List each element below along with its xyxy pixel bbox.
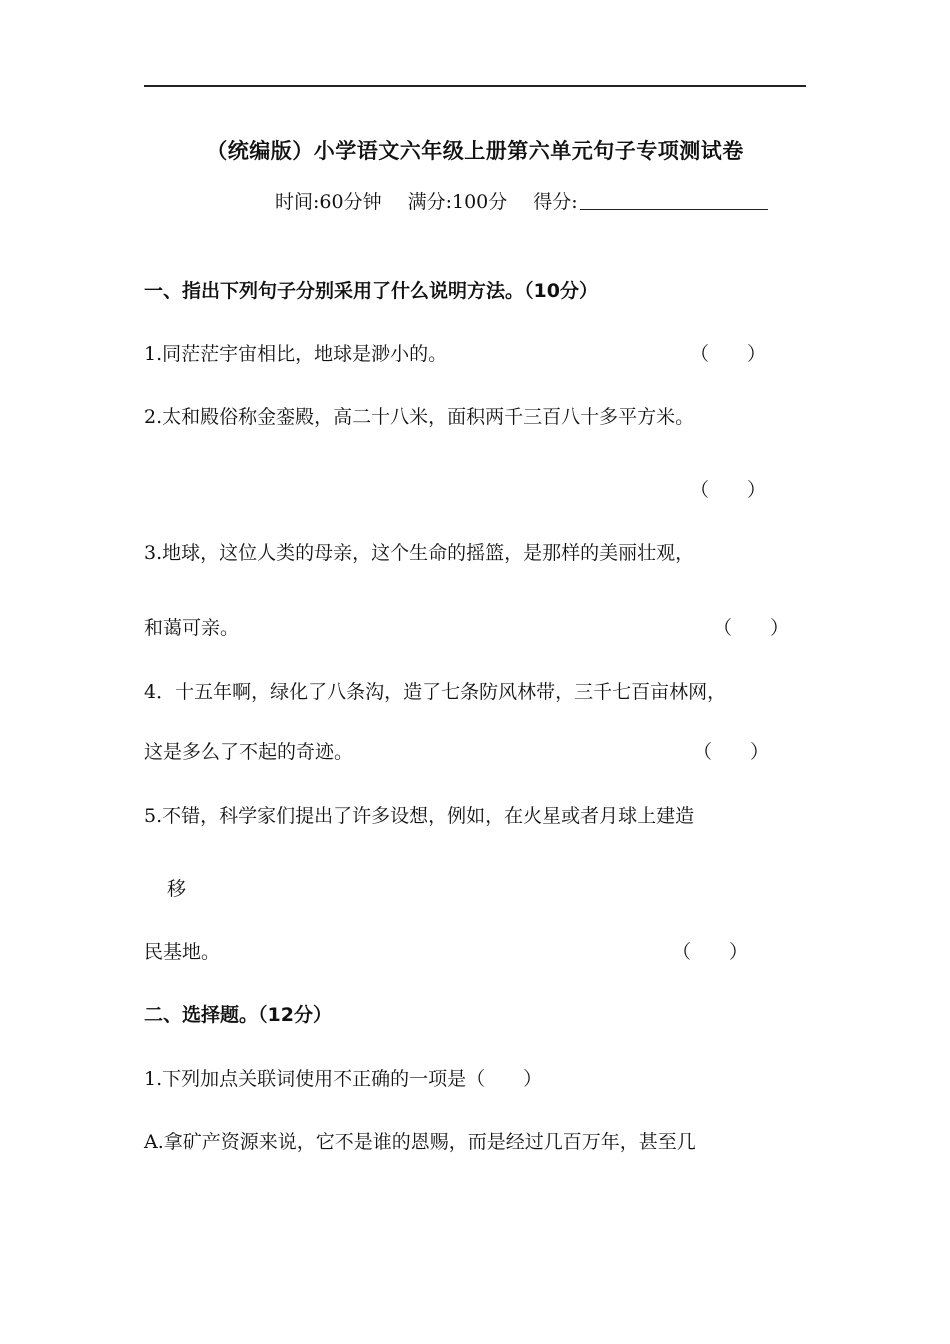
question-1-3-line2: 和蔼可亲。 xyxy=(144,617,240,639)
question-1-4-line2: 这是多么了不起的奇迹。 xyxy=(144,741,354,763)
question-1-3-line1: 3.地球，这位人类的母亲，这个生命的摇篮，是那样的美丽壮观， xyxy=(144,542,695,564)
question-1-5-line3: 民基地。 xyxy=(144,941,221,963)
section1-heading: 一、指出下列句子分别采用了什么说明方法。（10分） xyxy=(144,280,598,302)
score-blank[interactable] xyxy=(580,191,768,210)
answer-blank-1-2[interactable]: （ ） xyxy=(690,479,767,501)
top-rule xyxy=(144,85,806,87)
question-2-1-option-a: A.拿矿产资源来说，它不是谁的恩赐，而是经过几百万年，甚至几 xyxy=(144,1131,696,1153)
answer-blank-1-3[interactable]: （ ） xyxy=(713,617,790,639)
full-score: 满分:100分 xyxy=(407,191,508,213)
question-2-1: 1.下列加点关联词使用不正确的一项是（ ） xyxy=(144,1068,543,1090)
exam-meta xyxy=(275,187,768,214)
question-1-5-line1: 5.不错，科学家们提出了许多设想，例如，在火星或者月球上建造 xyxy=(144,805,695,827)
page-title: （统编版）小学语文六年级上册第六单元句子专项测试卷 xyxy=(206,139,744,163)
score-label: 得分: xyxy=(533,191,578,213)
question-1-1: 1.同茫茫宇宙相比，地球是渺小的。 xyxy=(144,343,448,365)
question-1-4-line1: 4．十五年啊，绿化了八条沟，造了七条防风林带，三千七百亩林网， xyxy=(144,681,727,703)
question-1-5-line2: 移 xyxy=(167,878,187,900)
answer-blank-1-5[interactable]: （ ） xyxy=(672,941,749,963)
time-limit: 时间:60分钟 xyxy=(275,191,382,213)
answer-blank-1-1[interactable]: （ ） xyxy=(690,343,767,365)
section2-heading: 二、选择题。（12分） xyxy=(144,1004,332,1026)
answer-blank-1-4[interactable]: （ ） xyxy=(693,741,770,763)
question-1-2: 2.太和殿俗称金銮殿，高二十八米，面积两千三百八十多平方米。 xyxy=(144,406,695,428)
